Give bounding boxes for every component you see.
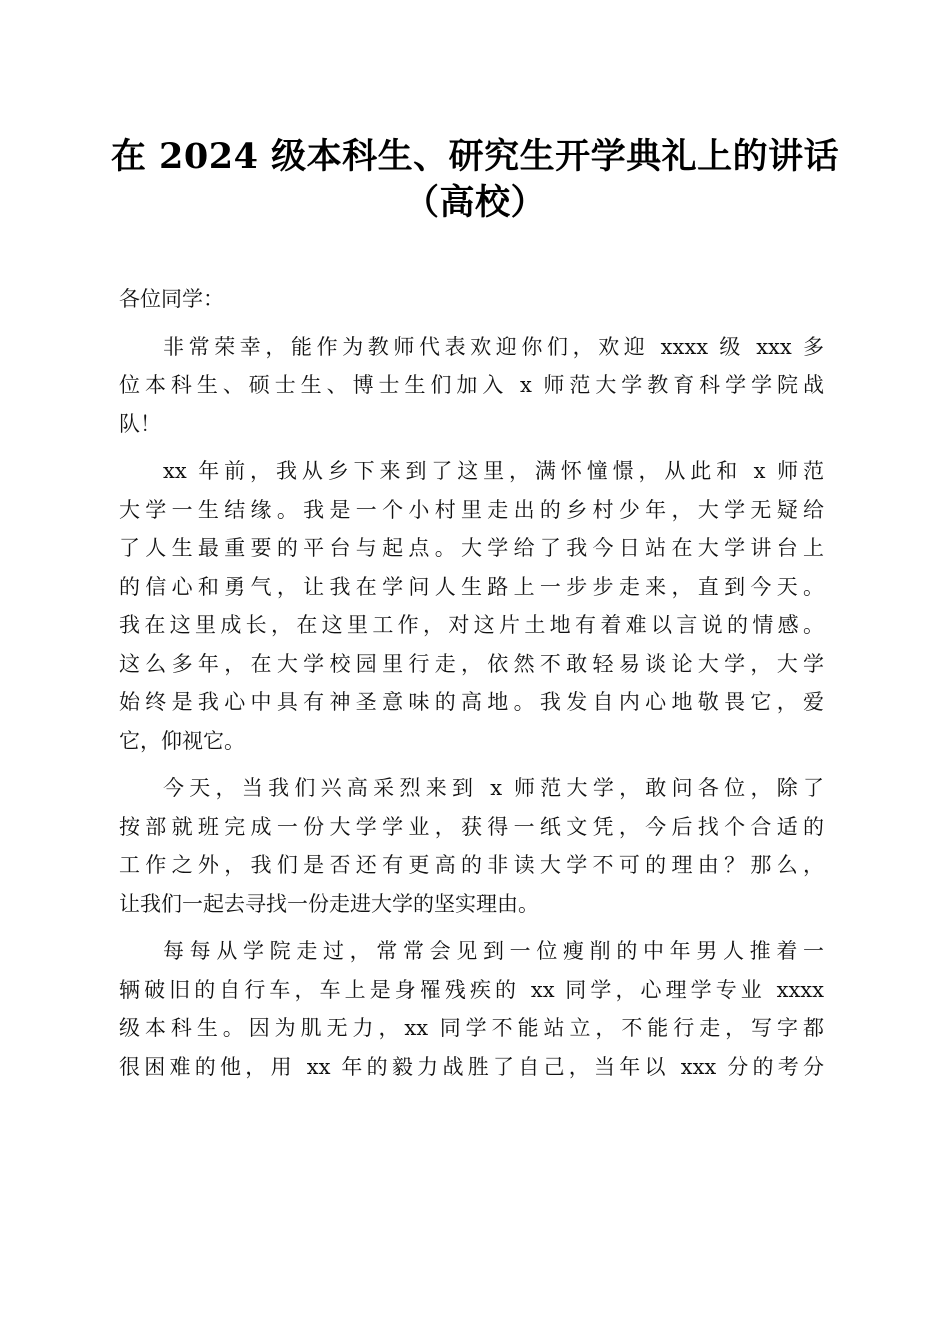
paragraph-line: 很困难的他，用 xx 年的毅力战胜了自己，当年以 xxx 分的考分 — [119, 1054, 824, 1079]
paragraph-line: 让我们一起去寻找一份走进大学的坚实理由。 — [119, 891, 539, 916]
paragraph-line: 级本科生。因为肌无力，xx 同学不能站立，不能行走，写字都 — [119, 1016, 824, 1040]
paragraph-line: 辆破旧的自行车，车上是身罹残疾的 xx 同学，心理学专业 xxxx — [119, 977, 824, 1002]
document-body — [119, 280, 824, 1086]
paragraph-line: 每每从学院走过，常常会见到一位瘦削的中年男人推着一 — [163, 939, 824, 963]
paragraph-line: 队！ — [119, 411, 161, 436]
paragraph-line: 的信心和勇气，让我在学问人生路上一步步走来，直到今天。 — [119, 574, 824, 599]
paragraph-line: 非常荣幸，能作为教师代表欢迎你们，欢迎 xxxx 级 xxx 多 — [163, 334, 824, 359]
document-title — [0, 136, 950, 224]
paragraph-line: 位本科生、硕士生、博士生们加入 x 师范大学教育科学学院战 — [119, 373, 824, 397]
paragraph-2 — [119, 452, 824, 760]
paragraph-line: 我在这里成长，在这里工作，对这片土地有着难以言说的情感。 — [119, 613, 824, 637]
paragraph-1 — [119, 328, 824, 444]
salutation: 各位同学： — [119, 287, 224, 311]
title-line-main: 在 2024 级本科生、研究生开学典礼上的讲话 — [110, 136, 840, 177]
paragraph-line: 按部就班完成一份大学学业，获得一纸文凭，今后找个合适的 — [119, 814, 824, 839]
paragraph-line: 这么多年，在大学校园里行走，依然不敢轻易谈论大学，大学 — [119, 651, 824, 676]
title-line-sub: （高校） — [403, 182, 546, 223]
paragraph-line: 大学一生结缘。我是一个小村里走出的乡村少年，大学无疑给 — [119, 497, 824, 522]
paragraph-line: 始终是我心中具有神圣意味的高地。我发自内心地敬畏它，爱 — [119, 690, 824, 714]
paragraph-3 — [119, 769, 824, 923]
paragraph-line: 它，仰视它。 — [119, 728, 245, 753]
paragraph-line: 工作之外，我们是否还有更高的非读大学不可的理由？那么， — [119, 853, 824, 877]
paragraph-line: 了人生最重要的平台与起点。大学给了我今日站在大学讲台上 — [119, 536, 824, 560]
paragraph-line: xx 年前，我从乡下来到了这里，满怀憧憬，从此和 x 师范 — [163, 459, 824, 483]
paragraph-line: 今天，当我们兴高采烈来到 x 师范大学，敢问各位，除了 — [163, 776, 824, 800]
paragraph-4 — [119, 932, 824, 1086]
